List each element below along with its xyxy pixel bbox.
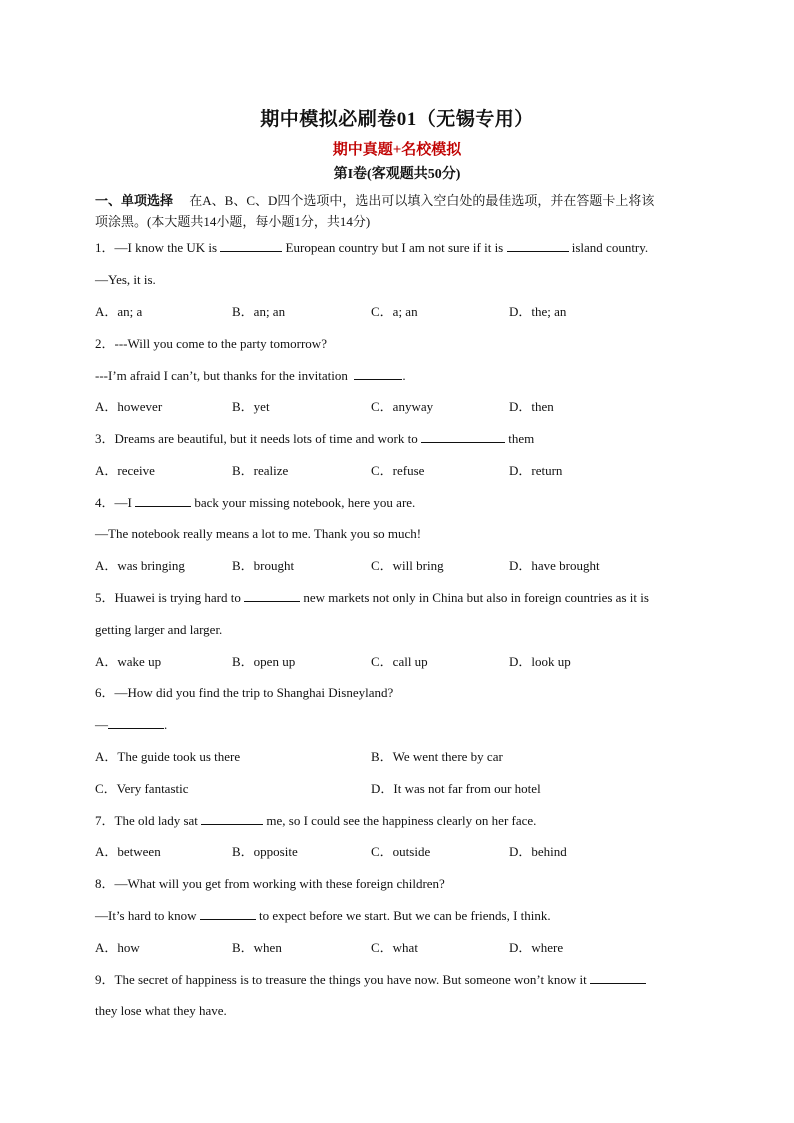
stem-text: . [402,368,406,383]
instruction-text-1: 在A、B、C、D四个选项中，选出可以填入空白处的最佳选项，并在答题卡上将该 [189,193,655,208]
question-4-stem [95,493,705,513]
stem-text: —Yes, it is. [95,272,156,287]
stem-text: 8．—What will you get from working with these foreign children? [95,876,445,891]
question-5-stem-cont [95,620,705,640]
option-a[interactable]: A．an; a [95,304,143,319]
option-b[interactable]: B．yet [232,399,270,414]
question-1-stem [95,238,705,258]
stem-text: 1．—I know the UK is [95,240,221,255]
option-d[interactable]: D．where [509,940,564,955]
section-instructions [95,191,705,211]
answer-blank [201,811,263,825]
stem-text: back your missing notebook, here you are. [191,495,416,510]
option-b[interactable]: B．opposite [232,844,298,859]
question-3-stem [95,429,705,449]
stem-text: island country. [568,240,649,255]
stem-text: —The notebook really means a lot to me. Thank you so much! [95,526,422,541]
page-subtitle: 期中真题+名校模拟 [332,142,462,158]
option-c[interactable]: C．a; an [371,304,418,319]
stem-text: — [95,717,108,732]
answer-blank [244,588,300,602]
option-d[interactable]: D．behind [509,844,567,859]
stem-text: they lose what they have. [95,1003,227,1018]
option-a[interactable]: A．however [95,399,163,414]
stem-text: getting larger and larger. [95,622,223,637]
option-b[interactable]: B．realize [232,463,289,478]
option-d[interactable]: D．look up [509,654,571,669]
option-c[interactable]: C．anyway [371,399,434,414]
stem-text: ---I’m afraid I can’t, but thanks for the invitation [95,368,352,383]
question-8-stem [95,874,705,894]
option-a[interactable]: A．The guide took us there [95,749,241,764]
question-2-reply [95,366,705,386]
answer-blank [220,238,282,252]
answer-blank [590,970,646,984]
section-heading: 一、单项选择 [95,193,174,208]
stem-text: 4．—I [95,495,136,510]
option-b[interactable]: B．brought [232,558,295,573]
stem-text: 7．The old lady sat [95,813,202,828]
answer-blank [507,238,569,252]
option-a[interactable]: A．wake up [95,654,162,669]
stem-text: me, so I could see the happiness clearly on her face. [263,813,537,828]
option-d[interactable]: D．It was not far from our hotel [371,781,541,796]
stem-text: —It’s hard to know [95,908,200,923]
answer-blank [135,493,191,507]
option-a[interactable]: A．between [95,844,161,859]
question-5-stem [95,588,705,608]
option-c[interactable]: C．outside [371,844,431,859]
option-c[interactable]: C．Very fantastic [95,781,189,796]
stem-text: European country but I am not sure if it is [282,240,507,255]
stem-text: 9．The secret of happiness is to treasure the things you have now. But someone won’t know it [95,972,590,987]
answer-blank [354,366,402,380]
question-7-stem [95,811,705,831]
answer-blank [200,906,256,920]
page-title: 期中模拟必刷卷01（无锡专用） [260,109,534,130]
question-2-stem [95,334,705,354]
question-6-stem [95,683,705,703]
option-b[interactable]: B．when [232,940,282,955]
stem-text: 6．—How did you find the trip to Shanghai Disneyland? [95,685,394,700]
option-c[interactable]: C．what [371,940,418,955]
question-4-reply [95,524,705,544]
volume-heading: 第I卷(客观题共50分) [333,167,461,182]
question-1-reply [95,270,705,290]
option-a[interactable]: A．how [95,940,140,955]
answer-blank [421,429,505,443]
option-c[interactable]: C．refuse [371,463,425,478]
stem-text: them [505,431,535,446]
instruction-text-2: 项涂黑。(本大题共14小题，每小题1分，共14分) [95,214,371,229]
answer-blank [108,715,164,729]
question-9-stem [95,970,705,990]
option-d[interactable]: D．the; an [509,304,567,319]
option-b[interactable]: B．an; an [232,304,286,319]
option-a[interactable]: A．receive [95,463,155,478]
stem-text: 3．Dreams are beautiful, but it needs lots of time and work to [95,431,422,446]
question-8-reply [95,906,705,926]
stem-text: . [164,717,168,732]
option-d[interactable]: D．return [509,463,563,478]
stem-text: new markets not only in China but also in foreign countries as it is [300,590,649,605]
option-b[interactable]: B．We went there by car [371,749,503,764]
section-instructions-cont [95,212,705,232]
option-c[interactable]: C．will bring [371,558,444,573]
stem-text: to expect before we start. But we can be friends, I think. [255,908,551,923]
option-d[interactable]: D．then [509,399,554,414]
stem-text: 2．---Will you come to the party tomorrow? [95,336,327,351]
question-6-reply [95,715,705,735]
option-c[interactable]: C．call up [371,654,428,669]
option-d[interactable]: D．have brought [509,558,600,573]
option-a[interactable]: A．was bringing [95,558,185,573]
option-b[interactable]: B．open up [232,654,296,669]
question-9-stem-cont [95,1001,705,1021]
stem-text: 5．Huawei is trying hard to [95,590,245,605]
